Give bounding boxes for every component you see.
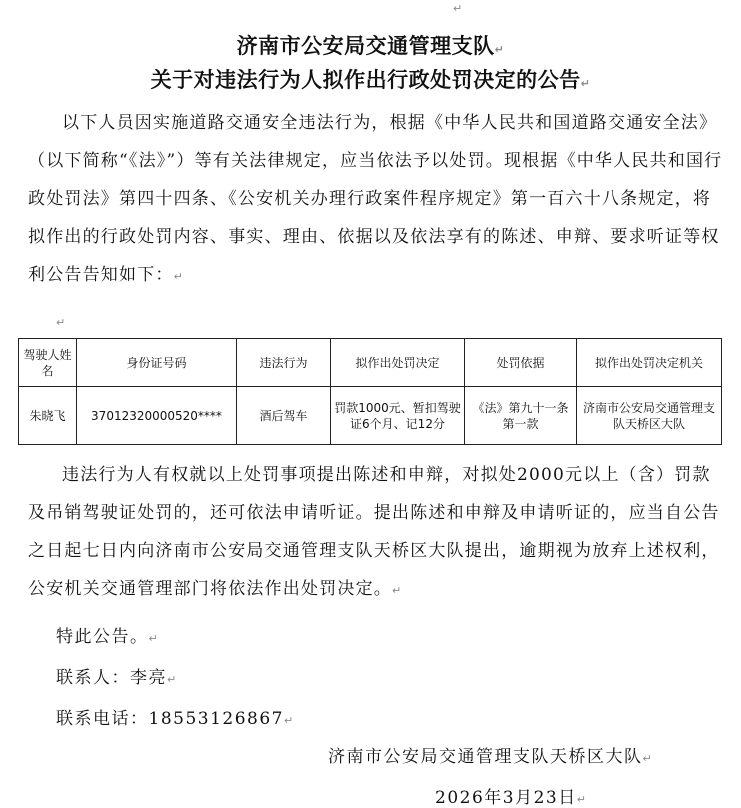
cell-authority: 济南市公安局交通管理支队天桥区大队 bbox=[577, 387, 722, 445]
contact-person: 联系人：李亮↵ bbox=[56, 668, 178, 688]
table-row bbox=[19, 387, 722, 445]
cell-driver-name: 朱晓飞 bbox=[19, 387, 77, 445]
intro-paragraph: 以下人员因实施道路交通安全违法行为，根据《中华人民共和国道路交通安全法》（以下简称“《法》”）等有关法律规定，应当依法予以处罚。现根据《中华人民共和国行政处罚法》第四十四条、《公安机关办理行政案件程序规定》第一百六十八条规定，将拟作出的行政处罚内容、事实、理由、依据以及依法享有的陈述、申辩、要求听证等权利公告告知如下：↵ bbox=[28, 113, 723, 285]
paragraph-mark: ↵ bbox=[392, 584, 403, 597]
paragraph-mark: ↵ bbox=[494, 43, 505, 56]
header-penalty: 拟作出处罚决定 bbox=[331, 339, 465, 387]
paragraph-mark: ↵ bbox=[453, 2, 463, 15]
header-driver-name: 驾驶人姓名 bbox=[19, 339, 77, 387]
paragraph-mark: ↵ bbox=[173, 270, 185, 283]
header-id-number: 身份证号码 bbox=[77, 339, 237, 387]
cell-id-number: 37012320000520**** bbox=[77, 387, 237, 445]
header-violation: 违法行为 bbox=[237, 339, 331, 387]
cell-penalty: 罚款1000元、暂扣驾驶证6个月、记12分 bbox=[331, 387, 465, 445]
header-authority: 拟作出处罚决定机关 bbox=[577, 339, 722, 387]
signature: 济南市公安局交通管理支队天桥区大队↵ bbox=[328, 747, 654, 767]
title-line-1: 济南市公安局交通管理支队↵ bbox=[236, 33, 505, 58]
contact-phone: 联系电话：18553126867↵ bbox=[56, 709, 295, 729]
penalty-table bbox=[18, 338, 722, 445]
paragraph-mark: ↵ bbox=[148, 632, 160, 645]
paragraph-mark: ↵ bbox=[580, 77, 591, 90]
header-basis: 处罚依据 bbox=[465, 339, 577, 387]
paragraph-mark: ↵ bbox=[642, 752, 654, 765]
cell-violation: 酒后驾车 bbox=[237, 387, 331, 445]
date: 2026年3月23日↵ bbox=[435, 788, 588, 808]
table-header-row bbox=[19, 339, 722, 387]
closing-line: 特此公告。↵ bbox=[56, 627, 160, 647]
title-line-2: 关于对违法行为人拟作出行政处罚决定的公告↵ bbox=[150, 67, 591, 92]
paragraph-mark: ↵ bbox=[283, 714, 295, 727]
paragraph-mark: ↵ bbox=[56, 316, 66, 329]
paragraph-mark: ↵ bbox=[576, 793, 588, 806]
paragraph-mark: ↵ bbox=[167, 673, 178, 686]
rights-paragraph: 违法行为人有权就以上处罚事项提出陈述和申辩，对拟处2000元以上（含）罚款及吊销驾驶证处罚的，还可依法申请听证。提出陈述和申辩及申请听证的，应当自公告之日起七日内向济南市公安局交通管理支队天桥区大队提出，逾期视为放弃上述权利，公安机关交通管理部门将依法作出处罚决定。↵ bbox=[28, 465, 720, 599]
cell-basis: 《法》第九十一条第一款 bbox=[465, 387, 577, 445]
